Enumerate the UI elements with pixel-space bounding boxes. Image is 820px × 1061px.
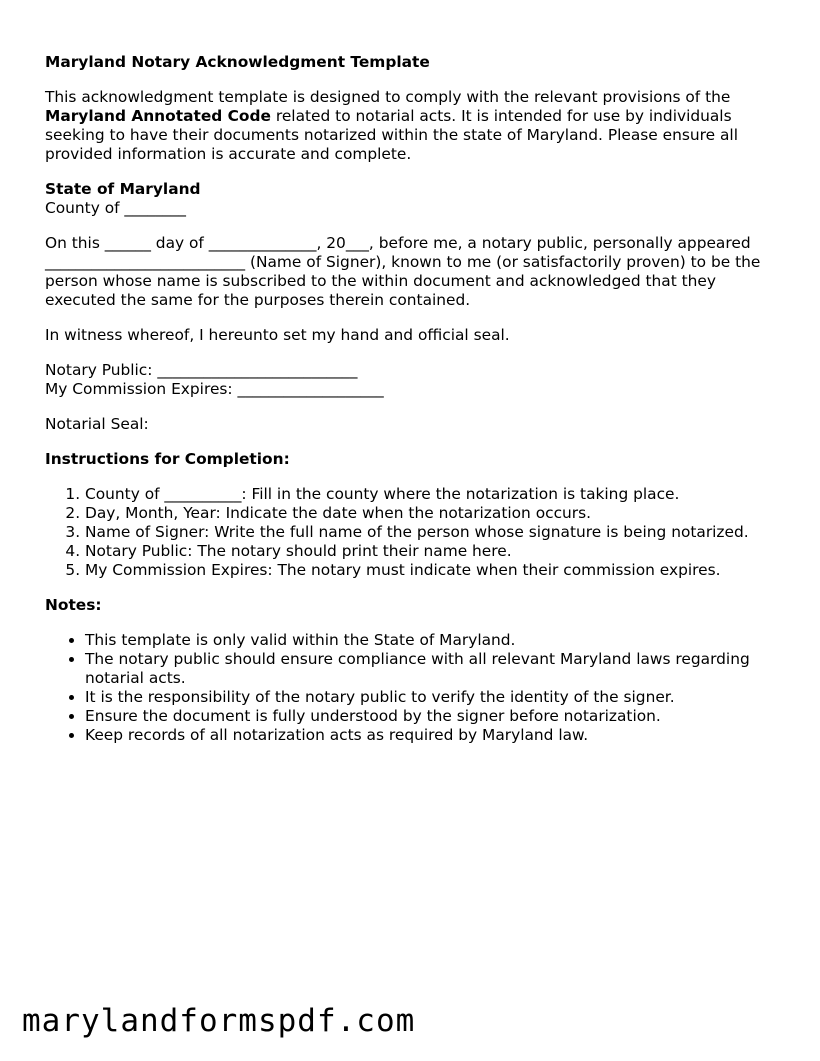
- acknowledgment-paragraph: On this ______ day of ______________, 20___, before me, a notary public, personally appeared __________________________ (Name of Signer), known to me (or satisfactorily proven) to be the person whose name is subscribed to the within document and acknowledged that they executed the same for the purposes therein contained.: [45, 234, 761, 309]
- intro-paragraph: [45, 88, 785, 164]
- list-item: 4. Notary Public: The notary should print their name here.: [85, 542, 785, 561]
- document-title: Maryland Notary Acknowledgment Template: [45, 53, 430, 71]
- instructions-heading: Instructions for Completion:: [45, 450, 290, 468]
- list-item: • The notary public should ensure compliance with all relevant Maryland laws regarding notarial acts.: [85, 650, 785, 688]
- witness-statement: In witness whereof, I hereunto set my hand and official seal.: [45, 326, 510, 344]
- instructions-list: [45, 485, 785, 580]
- list-item: • Keep records of all notarization acts as required by Maryland law.: [85, 726, 785, 745]
- venue-state: State of Maryland: [45, 180, 201, 198]
- site-watermark: marylandformspdf.com: [22, 1003, 416, 1039]
- list-item: • Ensure the document is fully understood by the signer before notarization.: [85, 707, 785, 726]
- commission-expires-line: My Commission Expires: ___________________: [45, 380, 384, 398]
- document-page: [45, 53, 785, 761]
- list-item: 5. My Commission Expires: The notary must indicate when their commission expires.: [85, 561, 785, 580]
- notes-list: [45, 631, 785, 745]
- venue-block: [45, 180, 785, 218]
- venue-county: County of ________: [45, 199, 186, 217]
- notarial-seal-label: Notarial Seal:: [45, 415, 149, 433]
- intro-text-end: related to notarial acts. It is intended for use by individuals seeking to have their documents notarized within the state of Maryland. Please ensure all provided information is accurate and complete.: [45, 107, 738, 163]
- list-item: 3. Name of Signer: Write the full name of the person whose signature is being notarized.: [85, 523, 785, 542]
- list-item: 1. County of __________: Fill in the county where the notarization is taking place.: [85, 485, 785, 504]
- list-item: 2. Day, Month, Year: Indicate the date when the notarization occurs.: [85, 504, 785, 523]
- intro-code-reference: Maryland Annotated Code: [45, 107, 271, 125]
- signature-block: [45, 361, 785, 399]
- intro-text-start: This acknowledgment template is designed to comply with the relevant provisions of the: [45, 88, 731, 106]
- list-item: • This template is only valid within the State of Maryland.: [85, 631, 785, 650]
- notes-heading: Notes:: [45, 596, 102, 614]
- list-item: • It is the responsibility of the notary public to verify the identity of the signer.: [85, 688, 785, 707]
- notary-public-line: Notary Public: __________________________: [45, 361, 358, 379]
